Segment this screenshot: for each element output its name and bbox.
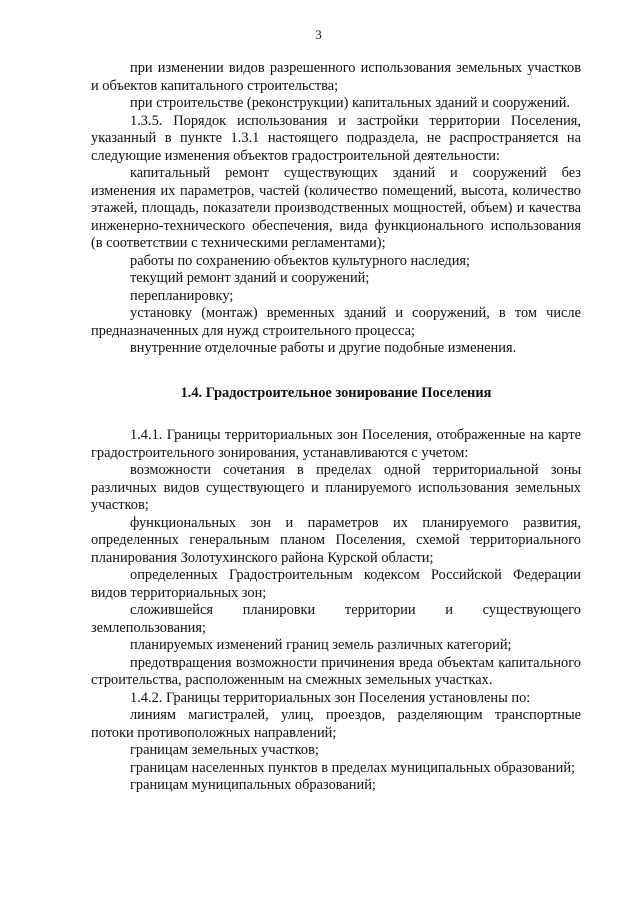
paragraph: возможности сочетания в пределах одной территориальной зоны различных видов существующего и планируемого использования земельных участков; bbox=[91, 462, 581, 513]
paragraph: внутренние отделочные работы и другие подобные изменения. bbox=[130, 340, 517, 356]
document-body bbox=[91, 60, 581, 795]
paragraphs-after bbox=[91, 427, 581, 795]
paragraph: определенных Градостроительным кодексом Российской Федерации видов территориальных зон; bbox=[91, 567, 581, 601]
paragraph: перепланировку; bbox=[130, 287, 234, 304]
paragraph: границам муниципальных образований; bbox=[130, 777, 376, 793]
paragraph: 1.3.5. Порядок использования и застройки территории Поселения, указанный в пункте 1.3.1 настоящего подраздела, не распространяется на следующие изменения объектов градостроительной деятельности: bbox=[91, 112, 581, 164]
paragraph: 1.4.1. Границы территориальных зон Поселения, отображенные на карте градостроительного зонирования, устанавливаются с учетом: bbox=[91, 427, 581, 461]
paragraph: текущий ремонт зданий и сооружений; bbox=[130, 270, 370, 286]
paragraph: планируемых изменений границ земель различных категорий; bbox=[130, 637, 512, 653]
paragraph: сложившейся планировки территории и существующего землепользования; bbox=[91, 602, 581, 636]
page-number: 3 bbox=[315, 27, 322, 42]
paragraph: предотвращения возможности причинения вреда объектам капитального строительства, расположенным на смежных земельных участках. bbox=[91, 654, 581, 688]
paragraph: при строительстве (реконструкции) капитальных зданий и сооружений. bbox=[130, 95, 571, 111]
paragraph: 1.4.2. Границы территориальных зон Поселения установлены по: bbox=[130, 689, 531, 706]
paragraph: линиям магистралей, улиц, проездов, разделяющим транспортные потоки противоположных направлений; bbox=[91, 707, 581, 741]
paragraph: границам населенных пунктов в пределах муниципальных образований; bbox=[130, 759, 576, 776]
paragraph: установку (монтаж) временных зданий и сооружений, в том числе предназначенных для нужд строительного процесса; bbox=[91, 305, 581, 339]
paragraph: при изменении видов разрешенного использования земельных участков и объектов капитального строительства; bbox=[91, 60, 581, 94]
paragraph: функциональных зон и параметров их планируемого развития, определенных генеральным планом Поселения, схемой территориального планирования Золотухинского района Курской области; bbox=[91, 514, 581, 566]
paragraphs-before bbox=[91, 60, 581, 358]
paragraph: капитальный ремонт существующих зданий и сооружений без изменения их параметров, частей (количество помещений, высота, количество этажей, площадь, показатели производственных мощностей, объем) и качества инженерно-технического обеспечения, вида функционального использования (в соответствии с техническими регламентами); bbox=[91, 165, 581, 251]
section-heading: 1.4. Градостроительное зонирование Поселения bbox=[180, 384, 492, 401]
paragraph: границам земельных участков; bbox=[130, 742, 319, 758]
paragraph: работы по сохранению объектов культурного наследия; bbox=[130, 252, 471, 269]
